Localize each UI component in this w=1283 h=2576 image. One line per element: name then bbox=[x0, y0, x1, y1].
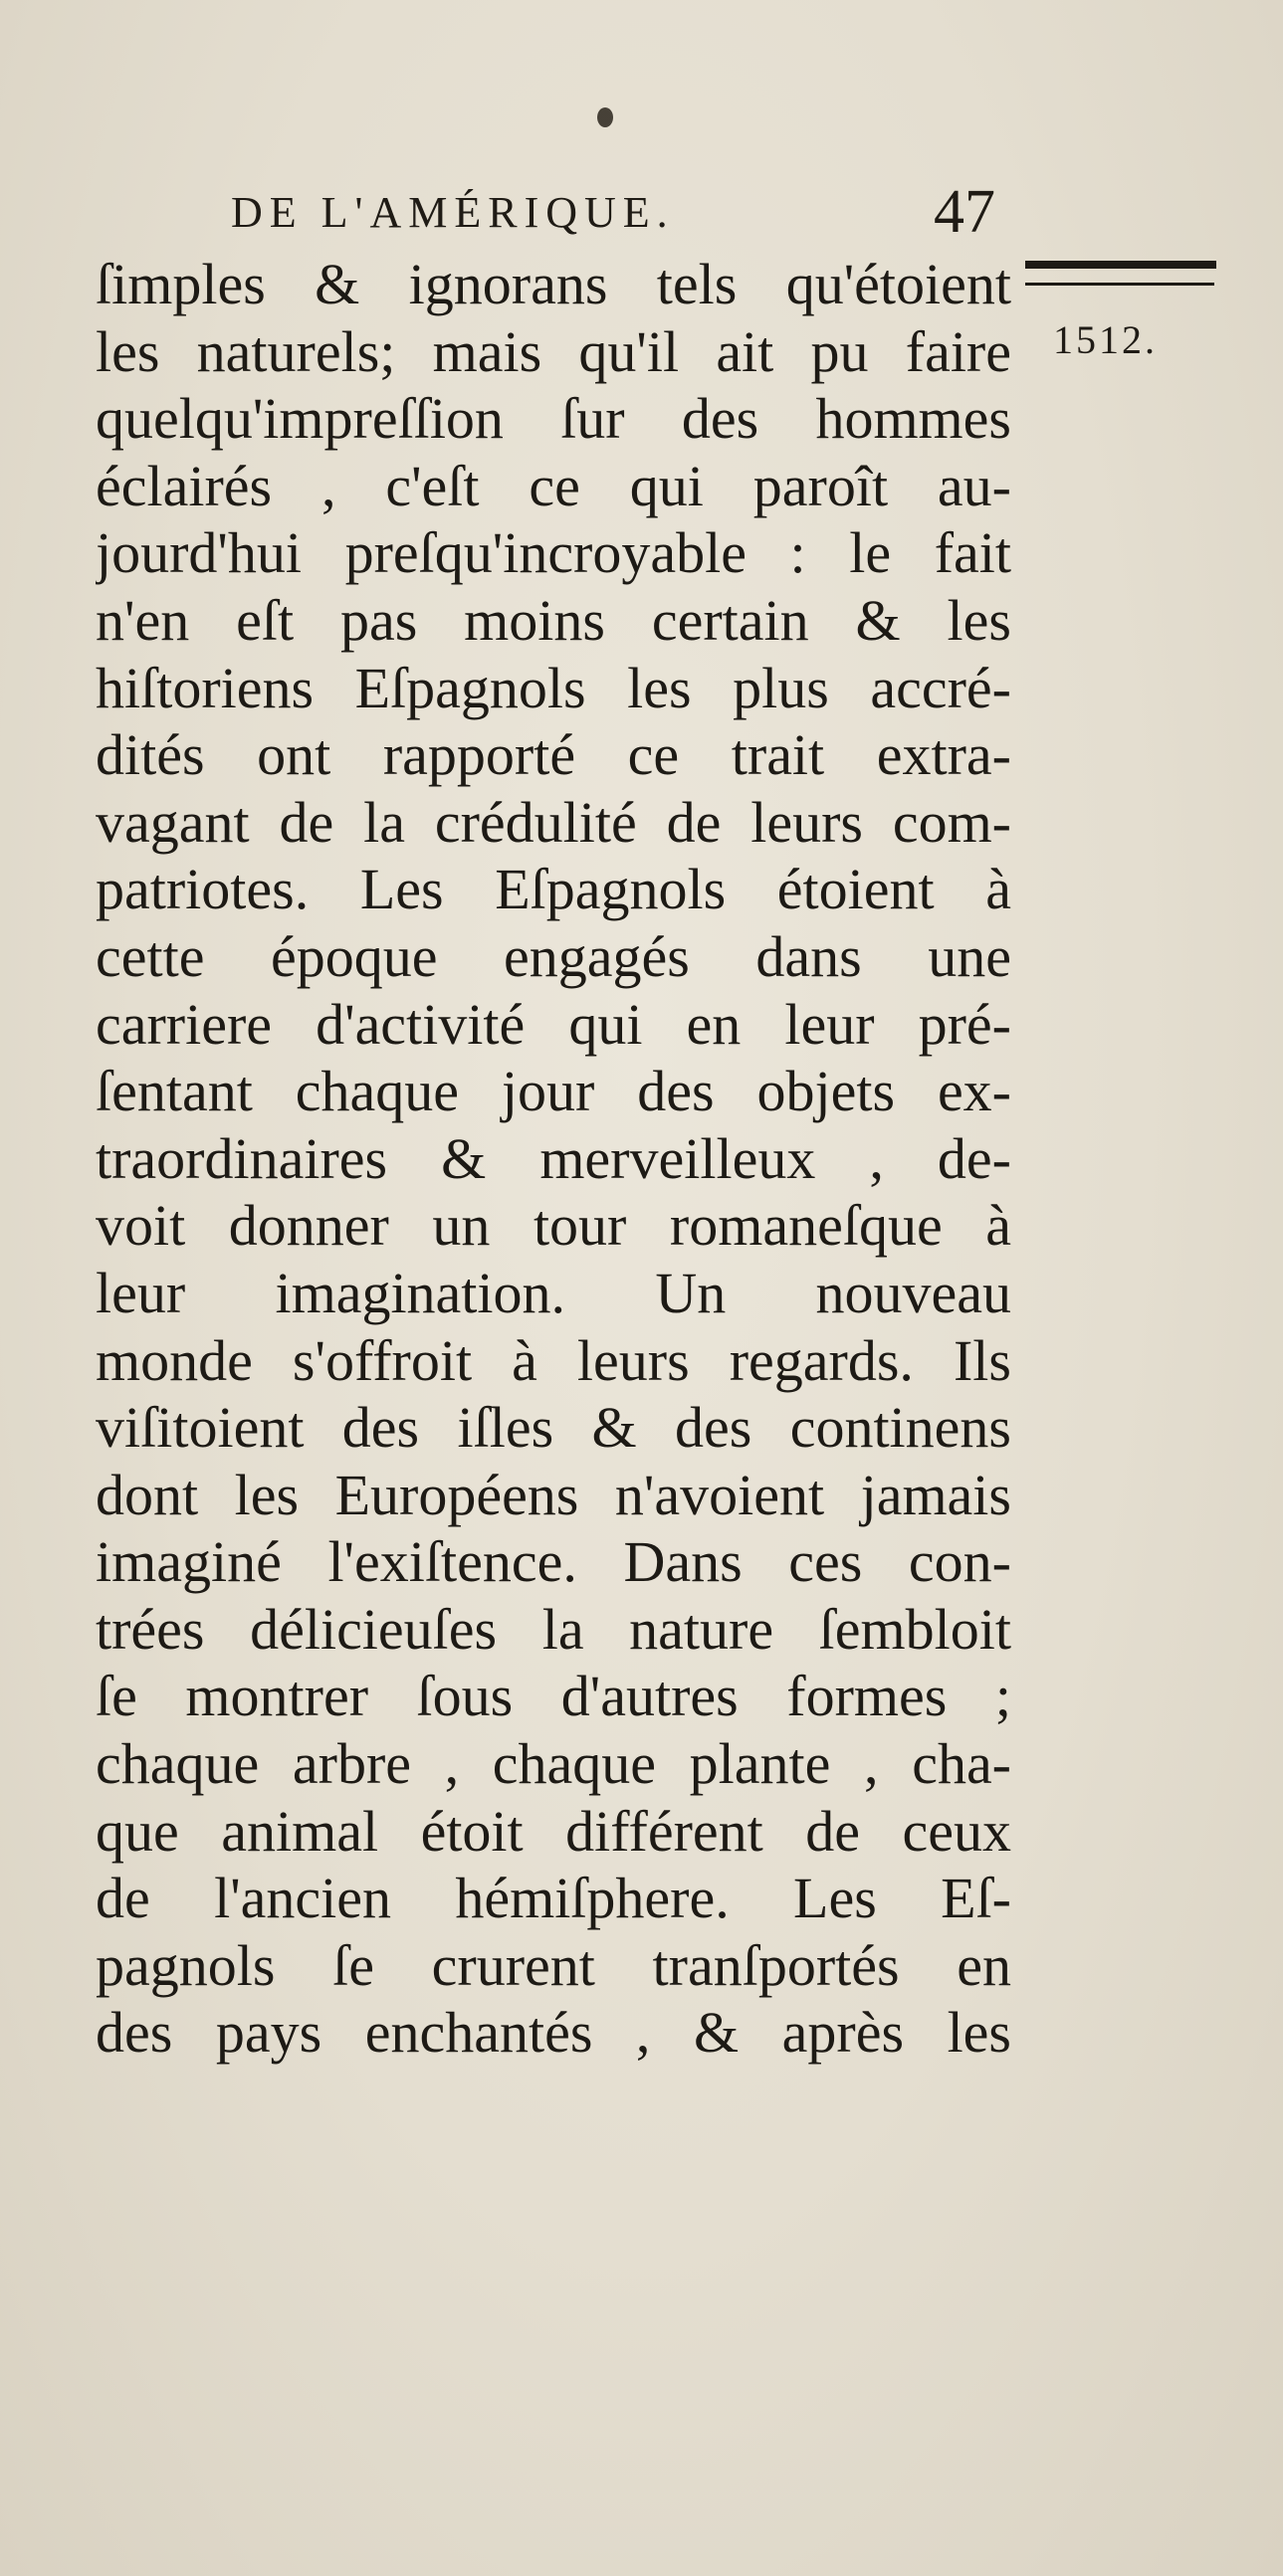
text-line: viſitoient des iſles & des continens bbox=[96, 1395, 1011, 1461]
margin-year-note: 1512. bbox=[1053, 317, 1158, 362]
text-line: dités ont rapporté ce trait extra- bbox=[96, 722, 1011, 788]
margin-rule-thin bbox=[1025, 283, 1214, 286]
text-line: dont les Européens n'avoient jamais bbox=[96, 1462, 1011, 1527]
text-line: des pays enchantés , & après les bbox=[96, 2000, 1011, 2066]
text-line: hiſtoriens Eſpagnols les plus accré- bbox=[96, 655, 1011, 720]
text-line: ſentant chaque jour des objets ex- bbox=[96, 1059, 1011, 1124]
text-line: patriotes. Les Eſpagnols étoient à bbox=[96, 857, 1011, 922]
text-line: imaginé l'exiſtence. Dans ces con- bbox=[96, 1529, 1011, 1595]
text-line: jourd'hui preſqu'incroyable : le fait bbox=[96, 520, 1011, 586]
text-line: quelqu'impreſſion ſur des hommes bbox=[96, 386, 1011, 452]
ink-blot bbox=[597, 107, 613, 127]
running-head: DE L'AMÉRIQUE. bbox=[231, 188, 675, 237]
text-line: carriere d'activité qui en leur pré- bbox=[96, 991, 1011, 1057]
text-line: ſe montrer ſous d'autres formes ; bbox=[96, 1664, 1011, 1729]
text-line: les naturels; mais qu'il ait pu faire bbox=[96, 318, 1011, 384]
text-line: chaque arbre , chaque plante , cha- bbox=[96, 1731, 1011, 1797]
text-line: de l'ancien hémiſphere. Les Eſ- bbox=[96, 1866, 1011, 1931]
text-line: n'en eſt pas moins certain & les bbox=[96, 587, 1011, 653]
text-line: que animal étoit différent de ceux bbox=[96, 1798, 1011, 1864]
text-line: pagnols ſe crurent tranſportés en bbox=[96, 1932, 1011, 1998]
margin-rule-thick bbox=[1025, 261, 1216, 269]
page-number: 47 bbox=[934, 178, 995, 246]
text-line: trées délicieuſes la nature ſembloit bbox=[96, 1596, 1011, 1662]
text-line: voit donner un tour romaneſque à bbox=[96, 1193, 1011, 1259]
text-line: cette époque engagés dans une bbox=[96, 923, 1011, 989]
text-line: monde s'offroit à leurs regards. Ils bbox=[96, 1327, 1011, 1393]
text-line: ſimples & ignorans tels qu'étoient bbox=[96, 252, 1011, 316]
text-line: éclairés , c'eſt ce qui paroît au- bbox=[96, 453, 1011, 518]
text-line: traordinaires & merveilleux , de- bbox=[96, 1125, 1011, 1191]
text-line: leur imagination. Un nouveau bbox=[96, 1260, 1011, 1325]
text-line: vagant de la crédulité de leurs com- bbox=[96, 789, 1011, 855]
body-text bbox=[96, 251, 1011, 2067]
